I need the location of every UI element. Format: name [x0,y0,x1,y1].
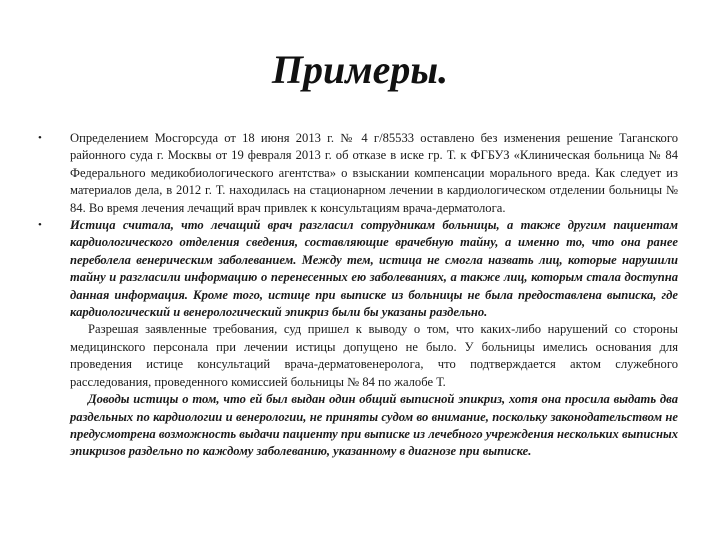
bullet-text-2: Истица считала, что лечащий врач разгласил сотрудникам больницы, а также другим пациентам кардиологического отделения сведения, составляющие врачебную тайну, а именно то, что она ранее переболела венерическим заболеванием. Между тем, истица не смогла назвать лиц, которые нарушили тайну и разгласили информацию о перенесенных ею заболеваниях, а также лиц, которым стала доступна данная информация. Кроме того, истице при выписке из больницы не была предоставлена выписка, где кардиологический и венерологический эпикриз были бы указаны раздельно. [70,218,678,320]
bullet-item-2 [38,217,678,321]
bullet-item-1 [38,130,678,217]
slide-body [38,130,678,461]
paragraph-3: Разрешая заявленные требования, суд пришел к выводу о том, что каких-либо нарушений со стороны медицинского персонала при лечении истицы допущено не было. У больницы имелись основания для проведения истице консультаций врача-дерматовенеролога, что подтверждается актом служебного расследования, проведенного комиссией больницы № 84 по жалобе Т. [70,322,678,389]
slide-title: Примеры. [271,47,449,92]
paragraph-4: Доводы истицы о том, что ей был выдан один общий выписной эпикриз, хотя она просила выдать два раздельных по кардиологии и венерологии, не приняты судом во внимание, поскольку законодательством не предусмотрена возможность выдачи пациенту при выписке из лечебного учреждения нескольких выписных эпикризов раздельно по каждому заболеванию, указанному в диагнозе при выписке. [70,392,678,459]
bullet-text-1: Определением Мосгорсуда от 18 июня 2013 г. № 4 г/85533 оставлено без изменения решение Таганского районного суда г. Москвы от 19 февраля 2013 г. об отказе в иске гр. Т. к ФГБУЗ «Клиническая больница № 84 Федерального медикобиологического агентства» о взыскании компенсации морального вреда. Как следует из материалов дела, в 2012 г. Т. находилась на стационарном лечении в кардиологическом отделении больницы № 84. Во время лечения лечащий врач привлек к консультациям врача-дерматолога. [70,131,678,215]
bullet-icon: • [38,219,42,232]
bullet-icon: • [38,132,42,144]
